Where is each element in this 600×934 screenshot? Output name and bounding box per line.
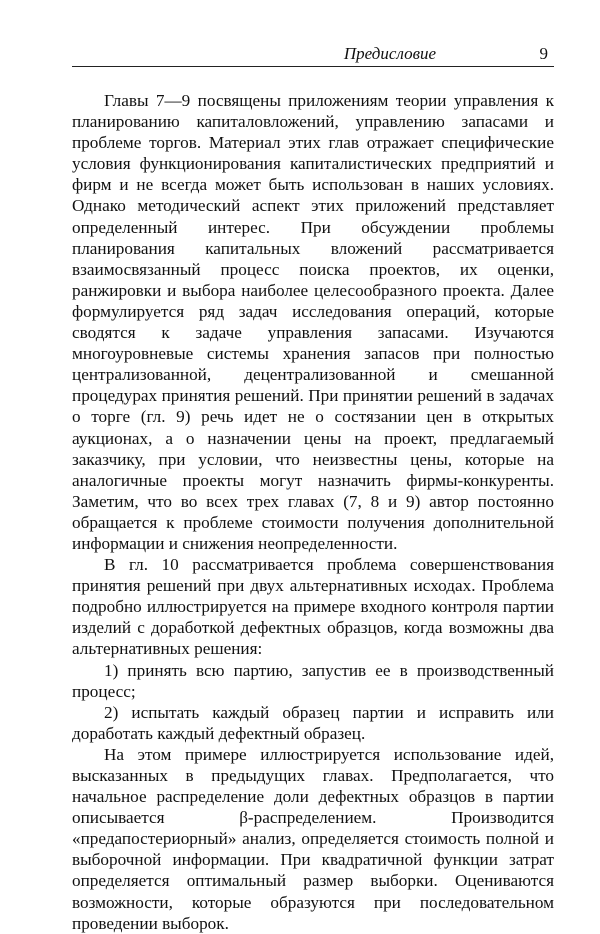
body-text: [72, 90, 554, 934]
paragraph-example: На этом примере иллюстрируется использование идей, высказанных в предыдущих главах. Предполагается, что начальное распределение доли дефектных образцов в партии описывается β-распределением. Производится «предапостериорный» анализ, определяется стоимость полной и выборочной информации. При квадратичной функции затрат определяется оптимальный размер выборки. Оцениваются возможности, которые образуются при последовательном проведении выборок.: [72, 744, 554, 933]
page-number: 9: [539, 44, 548, 63]
paragraph-chapter-10: В гл. 10 рассматривается проблема совершенствования принятия решений при двух альтернативных исходах. Проблема подробно иллюстрируется на примере входного контроля партии изделий с доработкой дефектных образцов, когда возможны два альтернативных решения:: [72, 555, 554, 659]
running-head: [72, 44, 554, 67]
list-item-1: 1) принять всю партию, запустив ее в производственный процесс;: [72, 660, 554, 701]
running-head-title: Предисловие: [343, 44, 436, 63]
list-item-2: 2) испытать каждый образец партии и исправить или доработать каждый дефектный образец.: [72, 702, 554, 743]
paragraph-chapters-7-9: Главы 7—9 посвящены приложениям теории управления к планированию капиталовложений, управлению запасами и проблеме торгов. Материал этих глав отражает специфические условия функционирования капиталистических предприятий и фирм и не всегда может быть использован в наших условиях. Однако методический аспект этих приложений представляет определенный интерес. При обсуждении проблемы планирования капитальных вложений рассматривается взаимосвязанный процесс поиска проектов, их оценки, ранжировки и выбора наиболее целесообразного проекта. Далее формулируется ряд задач исследования операций, которые сводятся к задаче управления запасами. Изучаются многоуровневые системы хранения запасов при полностью централизованной, децентрализованной и смешанной процедурах принятия решений. При принятии решений в задачах о торге (гл. 9) речь идет не о состязании цен в открытых аукционах, а о назначении цены на проект, предлагаемый заказчику, при условии, что неизвестны цены, которые на аналогичные проекты могут назначить фирмы-конкуренты. Заметим, что во всех трех главах (7, 8 и 9) автор постоянно обращается к проблеме стоимости получения дополнительной информации и снижения неопределенности.: [72, 91, 554, 553]
